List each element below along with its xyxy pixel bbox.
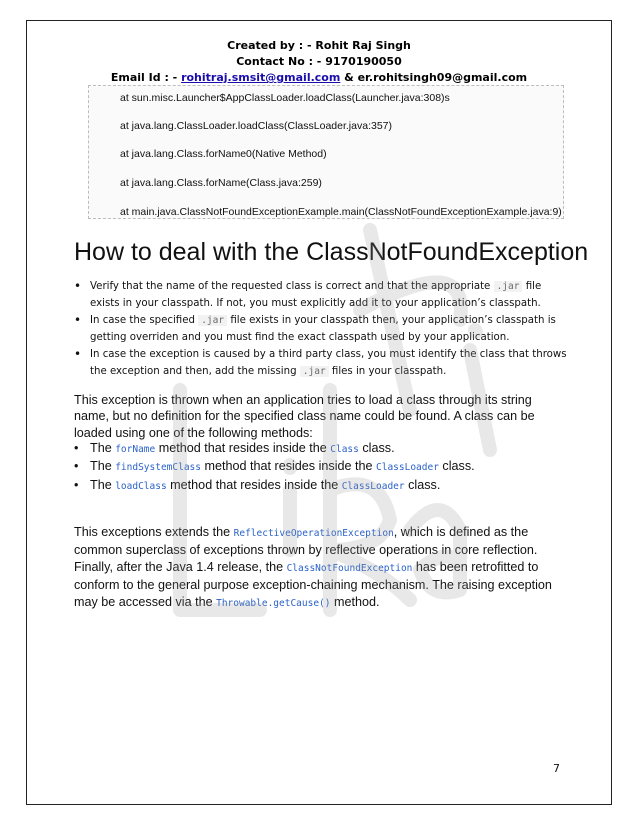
stack-trace-line: at java.lang.Class.forName(Class.java:259) [120, 177, 322, 189]
list-item: • The loadClass method that resides inside the ClassLoader class. [74, 477, 570, 495]
inline-code: .jar [300, 366, 329, 377]
stack-trace-line: at java.lang.Class.forName0(Native Method) [120, 148, 327, 160]
section-heading: How to deal with the ClassNotFoundException [74, 238, 589, 266]
email-separator: & [340, 71, 358, 84]
email-prefix: Email Id : - [110, 71, 182, 84]
list-item: • In case the exception is caused by a third party class, you must identify the class that throws the exception and then, add the missing .jar files in your classpath. [74, 346, 574, 380]
tips-list [74, 278, 574, 380]
page-number: 7 [553, 762, 560, 775]
inline-code: ReflectiveOperationException [233, 528, 394, 539]
list-item: • The forName method that resides inside the Class class. [74, 440, 570, 458]
stack-trace-line: at sun.misc.Launcher$AppClassLoader.loadClass(Launcher.java:308)s [120, 92, 450, 104]
list-item: • The findSystemClass method that resides inside the ClassLoader class. [74, 458, 570, 476]
author-line: Created by : - Rohit Raj Singh [227, 39, 411, 52]
list-item: • Verify that the name of the requested class is correct and that the appropriate .jar file exists in your classpath. If not, you must explicitly add it to your application’s classpath. [74, 278, 574, 312]
inline-code: loadClass [115, 480, 167, 492]
email-line [26, 70, 612, 86]
inheritance-paragraph: This exceptions extends the ReflectiveOperationException, which is defined as the common superclass of exceptions thrown by reflective operations in core reflection. Finally, after the Java 1.4 release, the ClassNotFoundException has been retrofitted to conform to the general purpose exception-chaining mechanism. The raising exception may be accessed via the Throwable.getCause() method. [74, 525, 552, 609]
inline-code: .jar [198, 315, 227, 326]
email-link-primary[interactable]: rohitraj.smsit@gmail.com [181, 71, 341, 84]
inline-code: .jar [494, 281, 523, 292]
contact-line: Contact No : - 9170190050 [236, 55, 402, 68]
description-paragraph: This exception is thrown when an application tries to load a class through its string name, but no definition for the specified class name could be found. A class can be loaded using one of the following methods: [74, 393, 535, 440]
inline-code: forName [115, 444, 156, 455]
inline-code: Throwable.getCause() [216, 597, 331, 609]
inline-code: ClassLoader [341, 480, 405, 492]
inline-code: ClassLoader [376, 462, 439, 474]
inline-code: Class [330, 444, 359, 455]
inline-code: ClassNotFoundException [286, 562, 413, 574]
document-header [26, 38, 612, 86]
methods-list [74, 440, 570, 495]
stack-trace-line: at java.lang.ClassLoader.loadClass(ClassLoader.java:357) [120, 120, 392, 132]
stack-trace-line: at main.java.ClassNotFoundExceptionExample.main(ClassNotFoundExceptionExample.java:9) [120, 206, 562, 218]
inline-code: findSystemClass [115, 462, 201, 474]
email-secondary: er.rohitsingh09@gmail.com [357, 71, 528, 84]
list-item: • In case the specified .jar file exists in your classpath then, your application’s classpath is getting overriden and you must find the exact classpath used by your application. [74, 312, 574, 346]
